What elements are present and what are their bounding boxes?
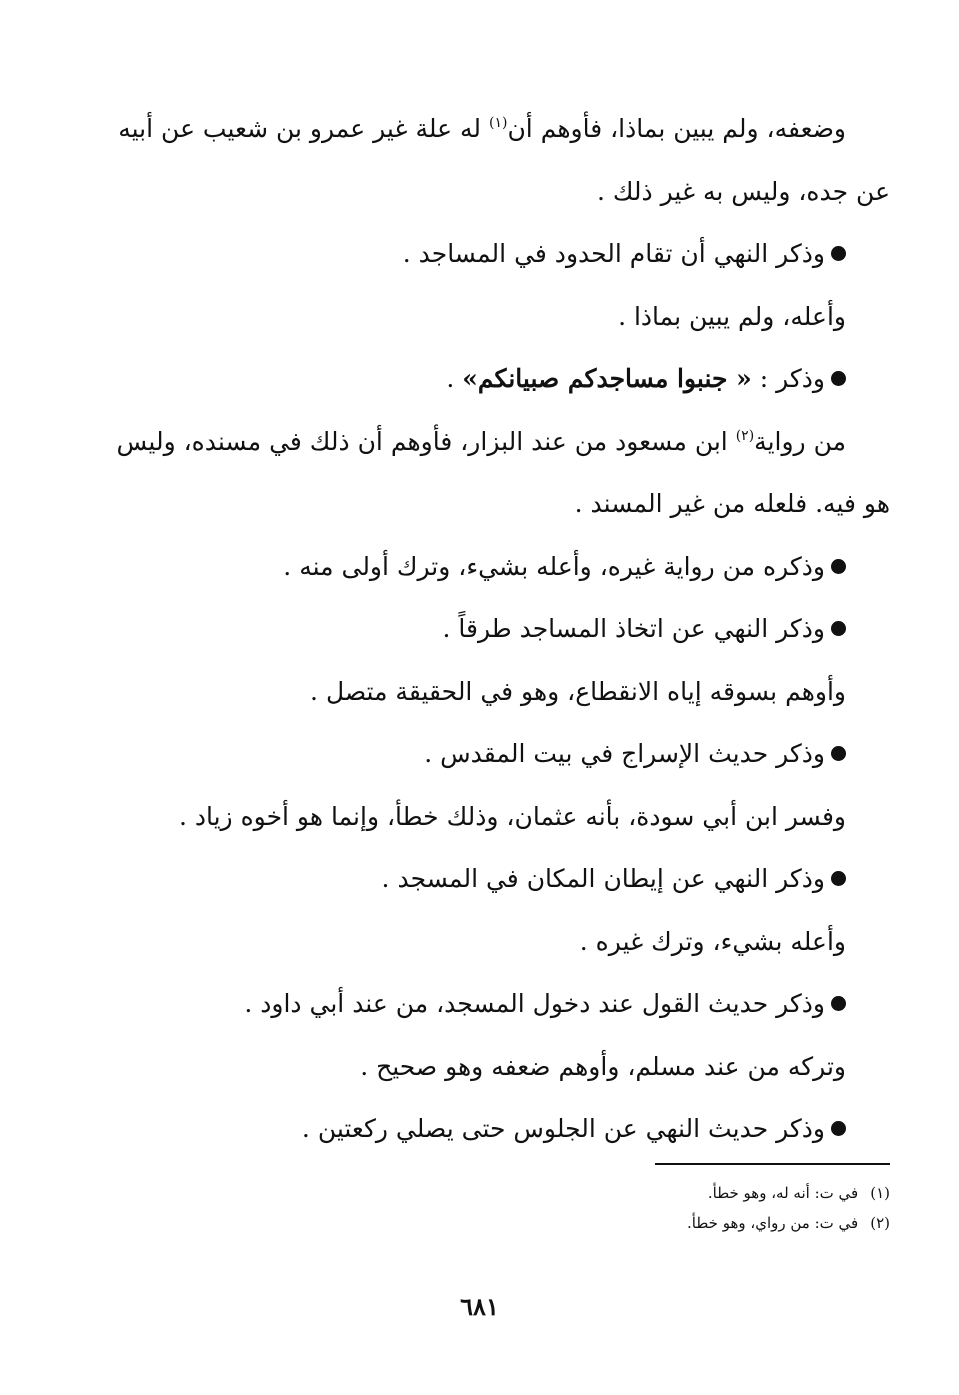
paragraph-line: عن جده، وليس به غير ذلك .	[596, 176, 890, 206]
paragraph-line: وضعفه، ولم يبين بماذا، فأوهم أن$^{(١)}$ له علة غير عمرو بن شعيب عن أبيه	[118, 114, 846, 143]
bullet-item: وذكر حديث القول عند دخول المسجد، من عند أبي داود .	[170, 973, 890, 1036]
bullet-icon	[831, 1121, 846, 1136]
bullet-item: وذكر حديث النهي عن الجلوس حتى يصلي ركعتين .	[170, 1098, 890, 1161]
footnote-2	[560, 1208, 890, 1238]
paragraph-line: من رواية$^{(٢)}$ ابن مسعود من عند البزار، فأوهم أن ذلك في مسنده، وليس	[116, 426, 846, 456]
paragraph-line: وفسر ابن أبي سودة، بأنه عثمان، وذلك خطأ، وإنما هو أخوه زياد .	[178, 801, 846, 831]
paragraph-line: وأعله بشيء، وترك غيره .	[579, 926, 846, 956]
footnote-number: (١)	[870, 1184, 890, 1202]
bullet-icon	[831, 559, 846, 574]
paragraph-line: هو فيه. فلعله من غير المسند .	[574, 489, 890, 518]
paragraph-line: وأعله، ولم يبين بماذا .	[618, 301, 846, 331]
footnote-number: (٢)	[870, 1214, 890, 1232]
footnote-divider	[655, 1163, 890, 1165]
paragraph-line: وأوهم بسوقه إياه الانقطاع، وهو في الحقيقة متصل .	[310, 676, 846, 706]
footnote-1	[560, 1178, 890, 1208]
bullet-item: وذكر حديث الإسراج في بيت المقدس .	[170, 723, 890, 786]
paragraph-line: وتركه من عند مسلم، وأوهم ضعفه وهو صحيح .	[360, 1051, 846, 1081]
page-number: ٦٨١	[460, 1292, 499, 1321]
bullet-item: وذكر النهي عن اتخاذ المساجد طرقاً .	[170, 598, 890, 661]
footnote-ref-1: (١)	[488, 115, 508, 131]
bullet-icon	[831, 871, 846, 886]
bullet-icon	[831, 996, 846, 1011]
bullet-icon	[831, 621, 846, 636]
bullet-icon	[831, 246, 846, 261]
footnotes	[560, 1178, 890, 1238]
bullet-icon	[831, 371, 846, 386]
footnote-text: في ت: من رواي، وهو خطأ.	[687, 1214, 859, 1232]
footnote-ref-2: (٢)	[735, 427, 755, 444]
bullet-item: وذكر النهي عن إيطان المكان في المسجد .	[170, 848, 890, 911]
main-text	[116, 98, 890, 1161]
bullet-item: وذكره من رواية غيره، وأعله بشيء، وترك أولى منه .	[170, 536, 890, 599]
hadith-quote: « جنبوا مساجدكم صبيانكم»	[462, 364, 752, 393]
bullet-item: وذكر : « جنبوا مساجدكم صبيانكم» .	[170, 348, 890, 411]
footnote-text: في ت: أنه له، وهو خطأ.	[707, 1184, 859, 1202]
bullet-item: وذكر النهي أن تقام الحدود في المساجد .	[170, 223, 890, 286]
bullet-icon	[831, 746, 846, 761]
